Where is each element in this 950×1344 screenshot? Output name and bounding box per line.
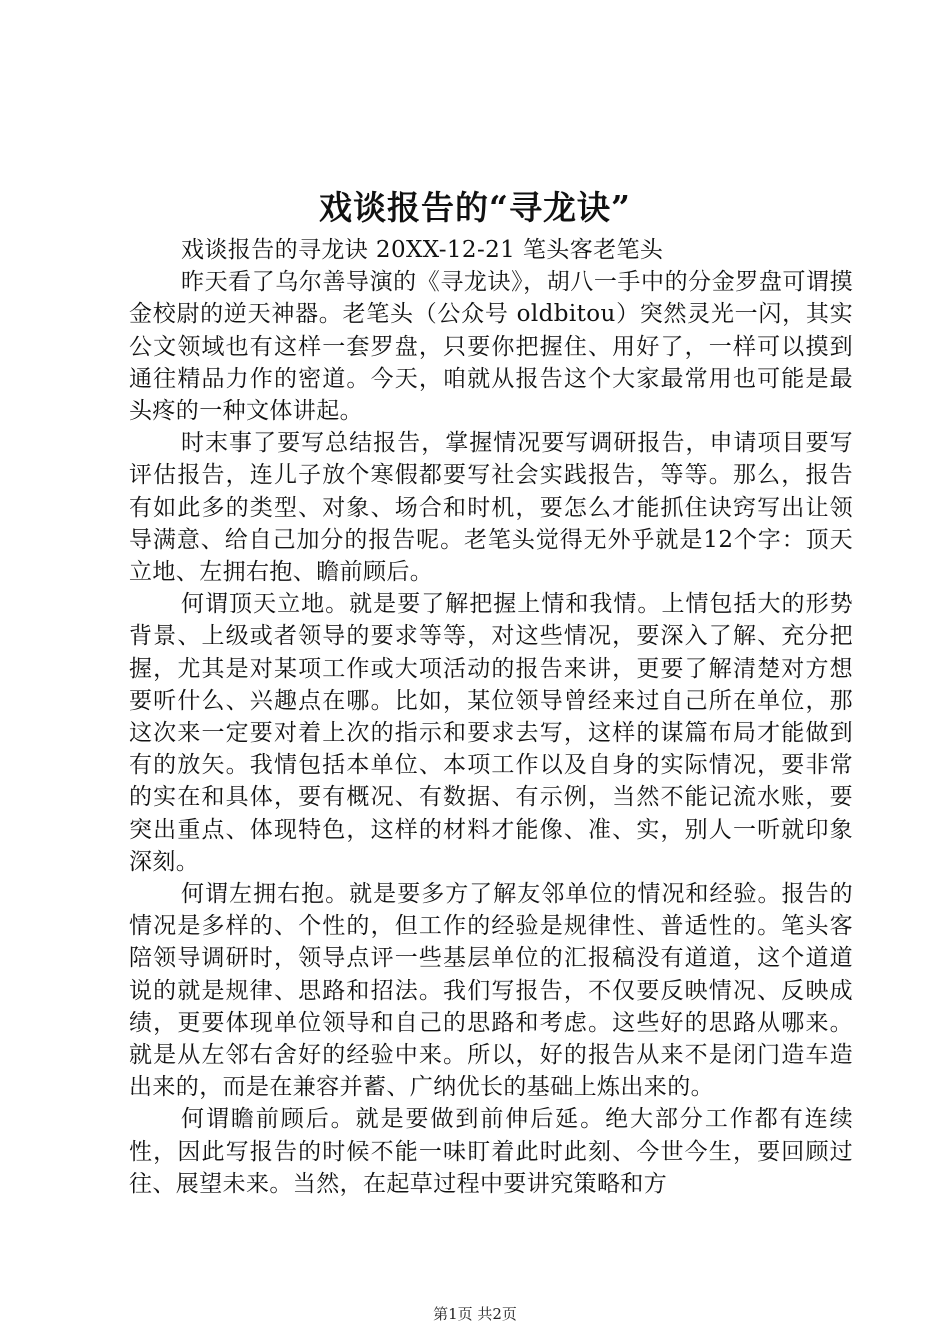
paragraph: 昨天看了乌尔善导演的《寻龙诀》，胡八一手中的分金罗盘可谓摸金校尉的逆天神器。老笔头（公众号 oldbitou）突然灵光一闪，其实公文领域也有这样一套罗盘，只要你把握住、用好了，一样可以摸到通往精品力作的密道。今天，咱就从报告这个大家最常用也可能是最头疼的一种文体讲起。	[129, 269, 853, 425]
paragraph: 何谓顶天立地。就是要了解把握上情和我情。上情包括大的形势背景、上级或者领导的要求等等，对这些情况，要深入了解、充分把握，尤其是对某项工作或大项活动的报告来讲，更要了解清楚对方想要听什么、兴趣点在哪。比如，某位领导曾经来过自己所在单位，那这次来一定要对着上次的指示和要求去写，这样的谋篇布局才能做到有的放矢。我情包括本单位、本项工作以及自身的实际情况，要非常的实在和具体，要有概况、有数据、有示例，当然不能记流水账，要突出重点、体现特色，这样的材料才能像、准、实，别人一听就印象深刻。	[129, 591, 853, 875]
paragraph: 时末事了要写总结报告，掌握情况要写调研报告，申请项目要写评估报告，连儿子放个寒假都要写社会实践报告，等等。那么，报告有如此多的类型、对象、场合和时机，要怎么才能抓住诀窍写出让领导满意、给自己加分的报告呢。老笔头觉得无外乎就是12个字：顶天立地、左拥右抱、瞻前顾后。	[129, 430, 853, 586]
page-number-footer: 第1页 共2页	[433, 1305, 517, 1323]
document-body	[129, 234, 853, 1200]
paragraph-byline: 戏谈报告的寻龙诀 20XX-12-21 笔头客老笔头	[181, 237, 664, 263]
paragraph: 何谓瞻前顾后。就是要做到前伸后延。绝大部分工作都有连续性，因此写报告的时候不能一味盯着此时此刻、今世今生，要回顾过往、展望未来。当然，在起草过程中要讲究策略和方	[129, 1106, 853, 1197]
document-title: 戏谈报告的“寻龙诀”	[319, 188, 631, 227]
paragraph: 何谓左拥右抱。就是要多方了解友邻单位的情况和经验。报告的情况是多样的、个性的，但工作的经验是规律性、普适性的。笔头客陪领导调研时，领导点评一些基层单位的汇报稿没有道道，这个道道说的就是规律、思路和招法。我们写报告，不仅要反映情况、反映成绩，更要体现单位领导和自己的思路和考虑。这些好的思路从哪来。就是从左邻右舍好的经验中来。所以，好的报告从来不是闭门造车造出来的，而是在兼容并蓄、广纳优长的基础上炼出来的。	[129, 881, 853, 1101]
